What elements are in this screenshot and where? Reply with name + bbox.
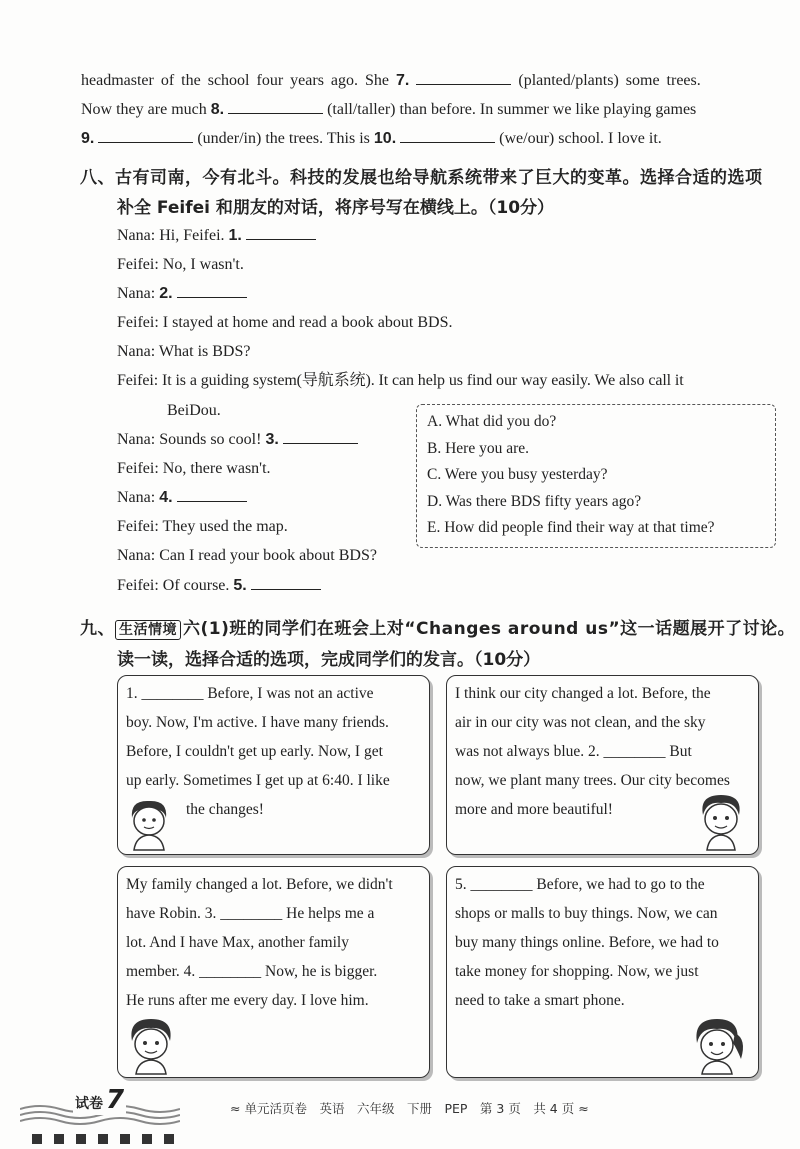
dialogue-line [117, 254, 244, 276]
footer-info: ≈ 单元活页卷 英语 六年级 下册 PEP 第 3 页 共 4 页 ≈ [230, 1101, 589, 1116]
section-9-subtitle: 读一读，选择合适的选项，完成同学们的发言。（10分） [117, 650, 541, 670]
speaker-label: Nana: [117, 489, 156, 506]
dialogue-line [117, 341, 250, 363]
speech-card-3: My family changed a lot. Before, we didn't have Robin. 3. ________ He helps me a lot. And I have Max, another family member. 4. ________ Now, he is bigger. He runs after me every day. I love him. [117, 866, 430, 1078]
dialogue-text: BeiDou. [167, 402, 221, 419]
dialogue-line [167, 400, 221, 422]
speech-card-4: 5. ________ Before, we had to go to the shops or malls to buy things. Now, we can buy many things online. Before, we had to take money for shopping. Now, we just need to take a smart phone. [446, 866, 759, 1078]
section-8-title: 八、古有司南，今有北斗。科技的发展也给导航系统带来了巨大的变革。选择合适的选项 [80, 168, 763, 188]
answer-blank[interactable] [177, 487, 247, 502]
blank-number: 4. [159, 489, 173, 506]
dialogue-line [117, 487, 247, 509]
speaker-label: Feifei: [117, 256, 159, 273]
dialogue-text: They used the map. [162, 518, 288, 535]
speaker-label: Nana: [117, 547, 156, 564]
dialogue-line [117, 370, 684, 392]
answer-blank[interactable] [246, 225, 316, 240]
blank-number: 2. [159, 285, 173, 302]
speaker-label: Feifei: [117, 372, 159, 389]
paper-label: 试卷 7 [75, 1085, 125, 1115]
dialogue-line [117, 429, 358, 451]
dialogue-text: Sounds so cool! [159, 431, 266, 448]
speaker-label: Feifei: [117, 518, 159, 535]
boy-avatar-icon [124, 796, 174, 851]
option-b: B. Here you are. [427, 440, 529, 457]
speaker-label: Feifei: [117, 314, 159, 331]
option-d: D. Was there BDS fifty years ago? [427, 493, 642, 510]
speech-card-2: I think our city changed a lot. Before, the air in our city was not clean, and the sky was not always blue. 2. ________ But now, we plant many trees. Our city becomes more and more beautiful! [446, 675, 759, 855]
section-8-subtitle: 补全 Feifei 和朋友的对话，将序号写在横线上。（10分） [117, 198, 555, 218]
dialogue-line [117, 545, 377, 567]
section-9-title: 九、 生活情境 六(1)班的同学们在班会上对“Changes around us”这一话题展开了讨论。 [80, 619, 796, 639]
blank-number: 5. [233, 577, 247, 594]
option-c: C. Were you busy yesterday? [427, 466, 608, 483]
context-tag: 生活情境 [115, 620, 181, 640]
answer-blank-8[interactable] [228, 99, 323, 114]
footer-squares [32, 1131, 186, 1149]
answer-blank-10[interactable] [400, 128, 495, 143]
speech-card-1: 1. ________ Before, I was not an active boy. Now, I'm active. I have many friends. Before, I couldn't get up early. Now, I get up early. Sometimes I get up at 6:40. I like the changes! [117, 675, 430, 855]
answer-blank-9[interactable] [98, 128, 193, 143]
dialogue-line [117, 225, 316, 247]
options-box [416, 404, 776, 548]
dialogue-text: Can I read your book about BDS? [159, 547, 377, 564]
answer-blank[interactable] [283, 429, 358, 444]
girl-avatar-icon [687, 1015, 747, 1075]
dialogue-text: It is a guiding system(导航系统). It can help us find our way easily. We also call it [161, 372, 684, 389]
dialogue-line [117, 575, 321, 597]
passage-line-3: 9. (under/in) the trees. This is 10. (we/our) school. I love it. [81, 130, 662, 147]
speaker-label: Feifei: [117, 577, 159, 594]
speaker-label: Nana: [117, 227, 156, 244]
dialogue-text: I stayed at home and read a book about BDS. [162, 314, 453, 331]
option-a: A. What did you do? [427, 413, 557, 430]
dialogue-text: Hi, Feifei. [159, 227, 229, 244]
dialogue-line [117, 283, 247, 305]
answer-blank[interactable] [177, 283, 247, 298]
speaker-label: Nana: [117, 285, 156, 302]
passage-line-1: headmaster of the school four years ago. She 7. (planted/plants) some trees. [81, 72, 701, 89]
dialogue-line [117, 312, 452, 334]
blank-number: 1. [228, 227, 242, 244]
dialogue-text: No, there wasn't. [162, 460, 271, 477]
speaker-label: Nana: [117, 343, 156, 360]
dialogue-line [117, 458, 271, 480]
speaker-label: Nana: [117, 431, 156, 448]
boy-avatar-icon [695, 791, 747, 851]
page-footer [0, 1085, 800, 1145]
passage-line-2: Now they are much 8. (tall/taller) than before. In summer we like playing games [81, 101, 697, 118]
dialogue-line [117, 516, 288, 538]
dialogue-text: Of course. [162, 577, 234, 594]
boy-avatar-icon [124, 1015, 178, 1075]
dialogue-text: No, I wasn't. [162, 256, 244, 273]
speaker-label: Feifei: [117, 460, 159, 477]
answer-blank[interactable] [251, 575, 321, 590]
dialogue-text: What is BDS? [158, 343, 251, 360]
blank-number: 3. [265, 431, 279, 448]
answer-blank-7[interactable] [416, 70, 511, 85]
option-e: E. How did people find their way at that time? [427, 519, 715, 536]
